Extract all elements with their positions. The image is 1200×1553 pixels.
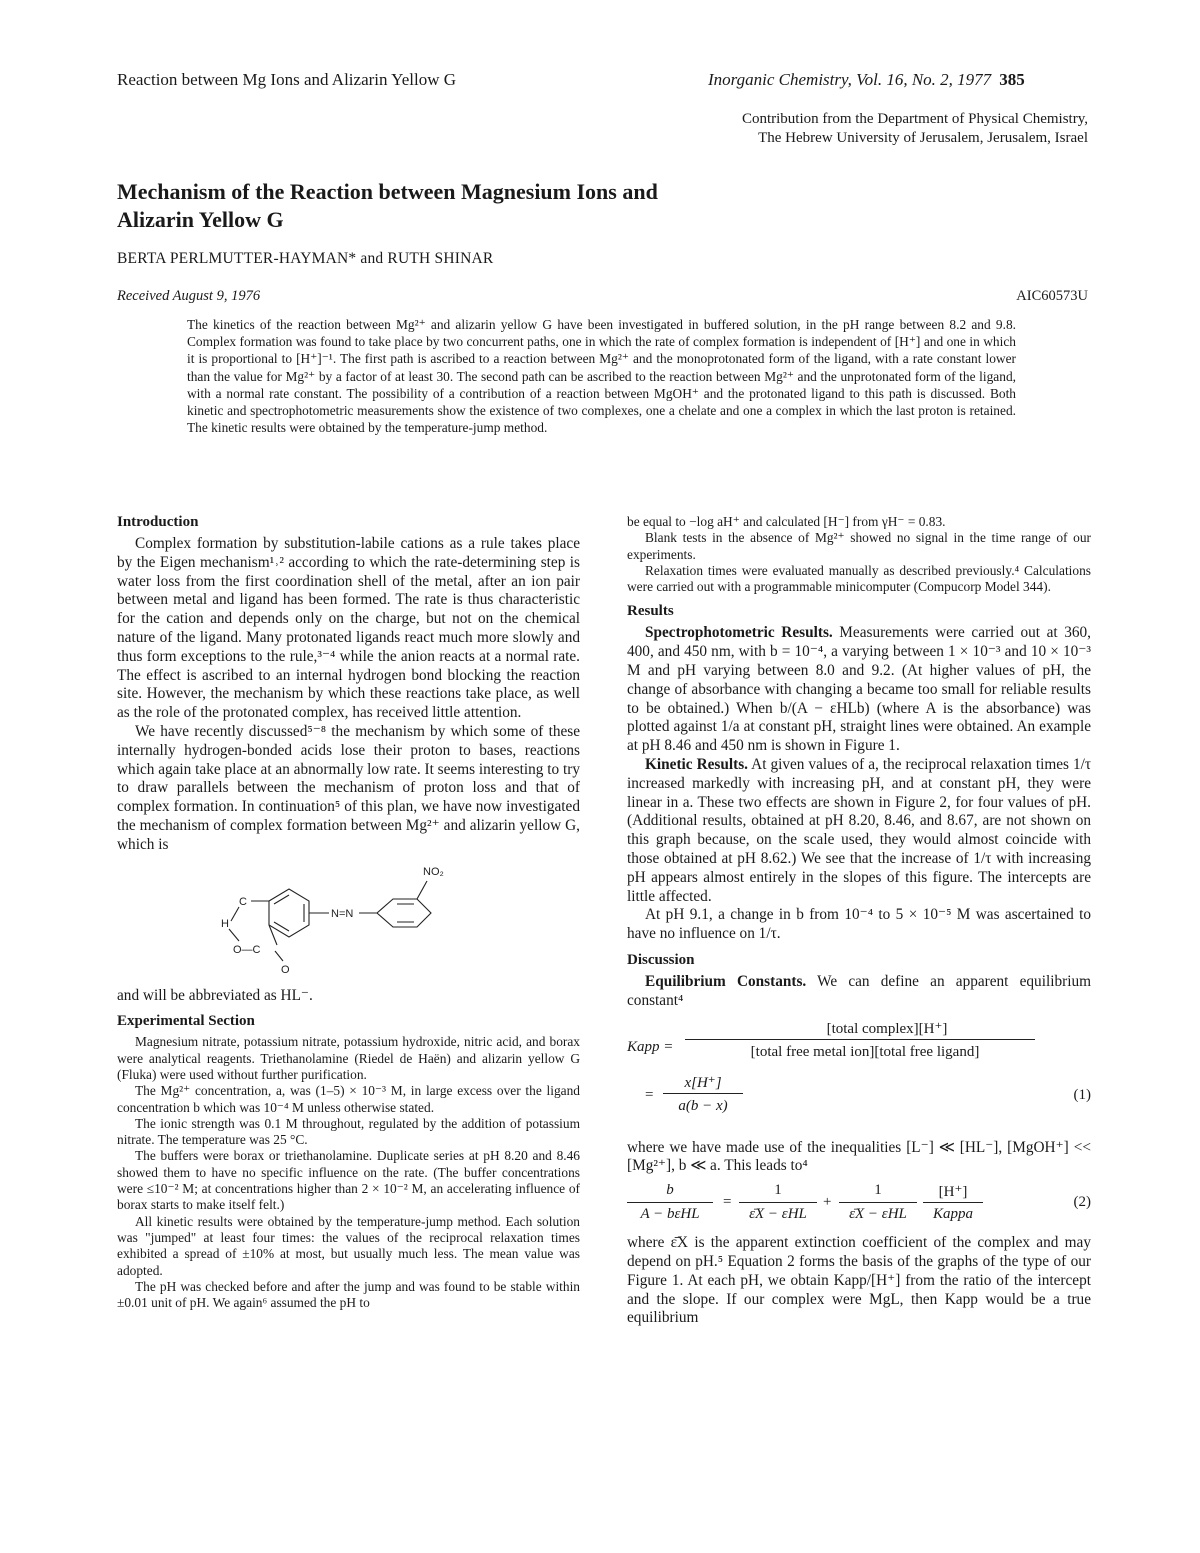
- cont-paragraph-2: Blank tests in the absence of Mg²⁺ showed no signal in the time range of our experiments.: [627, 530, 1091, 562]
- introduction-heading: Introduction: [117, 514, 199, 530]
- cont-paragraph-1: be equal to −log aH⁺ and calculated [H⁻] from γH⁻ = 0.83.: [627, 514, 946, 529]
- equilibrium-lead: Equilibrium Constants.: [645, 973, 807, 991]
- running-title: Reaction between Mg Ions and Alizarin Yellow G: [117, 70, 456, 89]
- eq1-number: (1): [1073, 1086, 1091, 1103]
- journal-name: Inorganic Chemistry, Vol. 16, No. 2, 1977: [708, 70, 992, 89]
- eq2-n4: [H⁺]: [938, 1184, 968, 1201]
- kinetic-paragraph-2: At pH 9.1, a change in b from 10⁻⁴ to 5 × 10⁻⁵ M was ascertained to have no influence on 1/τ.: [627, 906, 1091, 943]
- eq2-n3: 1: [874, 1182, 882, 1199]
- after-eq1-text: where we have made use of the inequalities [L⁻] ≪ [HL⁻], [MgOH⁺] << [Mg²⁺], b ≪ a. This leads to⁴: [627, 1138, 1091, 1175]
- eq2-equals: =: [723, 1194, 732, 1211]
- title-line-2: Alizarin Yellow G: [117, 207, 284, 232]
- equation-1: [627, 1015, 1091, 1135]
- exp-paragraph-4: The buffers were borax or triethanolamine. Duplicate series at pH 8.20 and 8.46 showed them to have no specific influence on the rate. (The buffer concentrations were ≤10⁻² M; at concentrations higher than 2 × 10⁻² M, an accelerating influence of borax starts to make itself felt.): [117, 1148, 580, 1213]
- kinetic-lead: Kinetic Results.: [645, 756, 748, 774]
- right-column: [627, 514, 1091, 1328]
- atom-o-c: O—C: [233, 943, 261, 956]
- azo-group: N=N: [331, 907, 354, 920]
- exp-paragraph-5: All kinetic results were obtained by the temperature-jump method. Each solution was "jumped" at least four times: the values of the reciprocal relaxation times exhibited a spread of ±10% at most, but usually much less. The mean value was adopted.: [117, 1213, 580, 1278]
- article-title: [117, 178, 737, 234]
- title-line-1: Mechanism of the Reaction between Magnesium Ions and: [117, 179, 658, 204]
- eq2-n1: b: [666, 1182, 674, 1199]
- intro-paragraph-1: Complex formation by substitution-labile cations as a rule takes place by the Eigen mechanism¹˒² according to which the rate-determining step is water loss from the first coordination shell of the metal, after an ion pair between metal and ligand has been formed. The rate is thus characteristic for the cation and depends only on the charge, but not on the chemical nature of the ligand. Many protonated ligands react much more slowly and thus form exceptions to the rule,³⁻⁴ while the anion reacts at a normal rate. The effect is ascribed to an internal hydrogen bond blocking the reaction site. However, the mechanism by which these reactions take place, as well as the role of the protonated complex, has received little attention.: [117, 535, 580, 722]
- contribution-line-2: The Hebrew University of Jerusalem, Jerusalem, Israel: [758, 130, 1088, 146]
- eq1-lhs: Kapp =: [627, 1038, 674, 1055]
- cont-paragraph-3: Relaxation times were evaluated manually as described previously.⁴ Calculations were carried out with a programmable minicomputer (Compucorp Model 344).: [627, 562, 1091, 595]
- exp-paragraph-2: The Mg²⁺ concentration, a, was (1–5) × 10⁻³ M, in large excess over the ligand concentration b which was 10⁻⁴ M unless otherwise stated.: [117, 1083, 580, 1115]
- spectro-text: Measurements were carried out at 360, 400, and 450 nm, with b = 10⁻⁴, a varying between 1 × 10⁻³ and 10 × 10⁻³ M and pH varying between 8.0 and 9.2. (At higher values of pH, the change of absorbance with changing a became too small for reliable results to be obtained.) When b/(A − εHLb) (where A is the absorbance) was plotted against 1/a at constant pH, straight lines were obtained. An example at pH 8.46 and 450 nm is shown in Figure 1.: [627, 624, 1091, 755]
- eq1-denominator: [total free metal ion][total free ligand]: [750, 1043, 980, 1060]
- eq2-n2: 1: [774, 1182, 782, 1199]
- authors: BERTA PERLMUTTER-HAYMAN* and RUTH SHINAR: [117, 250, 494, 267]
- spectro-lead: Spectrophotometric Results.: [645, 624, 833, 642]
- eq2-d2: ε̄X − εHL: [749, 1206, 807, 1223]
- eq1-denominator-2: a(b − x): [678, 1097, 728, 1114]
- received-date: Received August 9, 1976: [117, 288, 261, 304]
- spectro-paragraph: [627, 624, 1091, 756]
- kinetic-paragraph: [627, 756, 1091, 906]
- journal-citation: [708, 70, 1025, 90]
- eq1-numerator: [total complex][H⁺]: [826, 1020, 948, 1037]
- eq2-d1: A − bεHL: [640, 1206, 700, 1223]
- eq1-numerator-2: x[H⁺]: [684, 1074, 722, 1091]
- atom-o-end: O: [281, 963, 290, 976]
- alizarin-yellow-structure: [217, 861, 477, 981]
- experimental-heading: Experimental Section: [117, 1013, 255, 1030]
- nitro-group: NO₂: [423, 865, 444, 878]
- contribution-line-1: Contribution from the Department of Physical Chemistry,: [741, 111, 1088, 127]
- exp-paragraph-3: The ionic strength was 0.1 M throughout, regulated by the addition of potassium nitrate. The temperature was 25 °C.: [117, 1115, 580, 1148]
- exp-paragraph-6: The pH was checked before and after the jump and was found to be stable within ±0.01 unit of pH. We again⁶ assumed the pH to: [117, 1278, 580, 1311]
- eq2-number: (2): [1073, 1194, 1091, 1211]
- left-column: [117, 514, 580, 1311]
- contribution-note: [742, 110, 1088, 148]
- eq2-d4: Kappa: [932, 1206, 973, 1223]
- page-number: 385: [999, 70, 1025, 89]
- manuscript-code: AIC60573U: [1016, 288, 1088, 304]
- equilibrium-paragraph: [627, 973, 1091, 1011]
- exp-paragraph-1: Magnesium nitrate, potassium nitrate, potassium hydroxide, nitric acid, and borax were analytical reagents. Triethanolamine (Riedel de Haën) and alizarin yellow G (Fluka) were used without further purification.: [117, 1034, 580, 1082]
- abstract: The kinetics of the reaction between Mg²⁺ and alizarin yellow G have been investigated in buffered solution, in the pH range between 8.2 and 9.8. Complex formation was found to take place by two concurrent paths, one in which the rate of complex formation is independent of [H⁺] and one in which it is proportional to [H⁺]⁻¹. The first path is ascribed to a reaction between Mg²⁺ and the monoprotonated form of the ligand, with a rate constant lower than the value for Mg²⁺ by a factor of at least 30. The second path can be ascribed to the reaction between Mg²⁺ and the unprotonated form of the ligand, with a normal rate constant. The possibility of a contribution of a reaction between MgOH⁺ and the protonated ligand to this path is discussed. Both kinetic and spectrophotometric measurements show the existence of two complexes, one a chelate and one a complex in which the last proton is retained. The kinetic results were obtained by the temperature-jump method.: [187, 317, 1016, 436]
- equilibrium-text: We can define an apparent equilibrium constant⁴: [627, 973, 1091, 1009]
- results-heading: Results: [627, 603, 674, 620]
- kinetic-text: At given values of a, the reciprocal relaxation times 1/τ increased markedly with increasing pH, and at constant pH, they were linear in a. These two effects are shown in Figure 2, for four values of pH. (Additional results, obtained at pH 8.20, 8.46, and 8.67, are not shown on this graph because, on the scale used, they would almost coincide with those obtained at pH 8.62.) We see that the increase of 1/τ with increasing pH appears almost entirely in the slopes of this figure. The intercepts are little affected.: [627, 756, 1091, 905]
- eq2-d3: ε̄X − εHL: [849, 1206, 907, 1223]
- eq2-plus: +: [823, 1194, 832, 1211]
- atom-c-top: C: [239, 895, 247, 908]
- intro-paragraph-2: We have recently discussed⁵⁻⁸ the mechanism by which some of these internally hydrogen-bonded acids lose their proton to bases, reactions which again take place at an abnormally low rate. It seems interesting to try to draw parallels between the mechanism of proton loss and that of complex formation. In continuation⁵ of this plan, we have now investigated the mechanism of complex formation between Mg²⁺ and alizarin yellow G, which is: [117, 722, 580, 853]
- discussion-heading: Discussion: [627, 952, 695, 969]
- eq1-equals: =: [645, 1086, 654, 1103]
- atom-h: H: [221, 917, 229, 930]
- equation-2: [627, 1182, 1091, 1228]
- final-paragraph: where ε̄X is the apparent extinction coefficient of the complex and may depend on pH.⁵ Equation 2 forms the basis of the graphs of the type of our Figure 1. At each pH, we obtain Kapp/[H⁺] from the ratio of the intercept and the slope. If our complex were MgL, then Kapp would be a true equilibrium: [627, 1234, 1091, 1327]
- abbreviation-text: and will be abbreviated as HL⁻.: [117, 986, 313, 1004]
